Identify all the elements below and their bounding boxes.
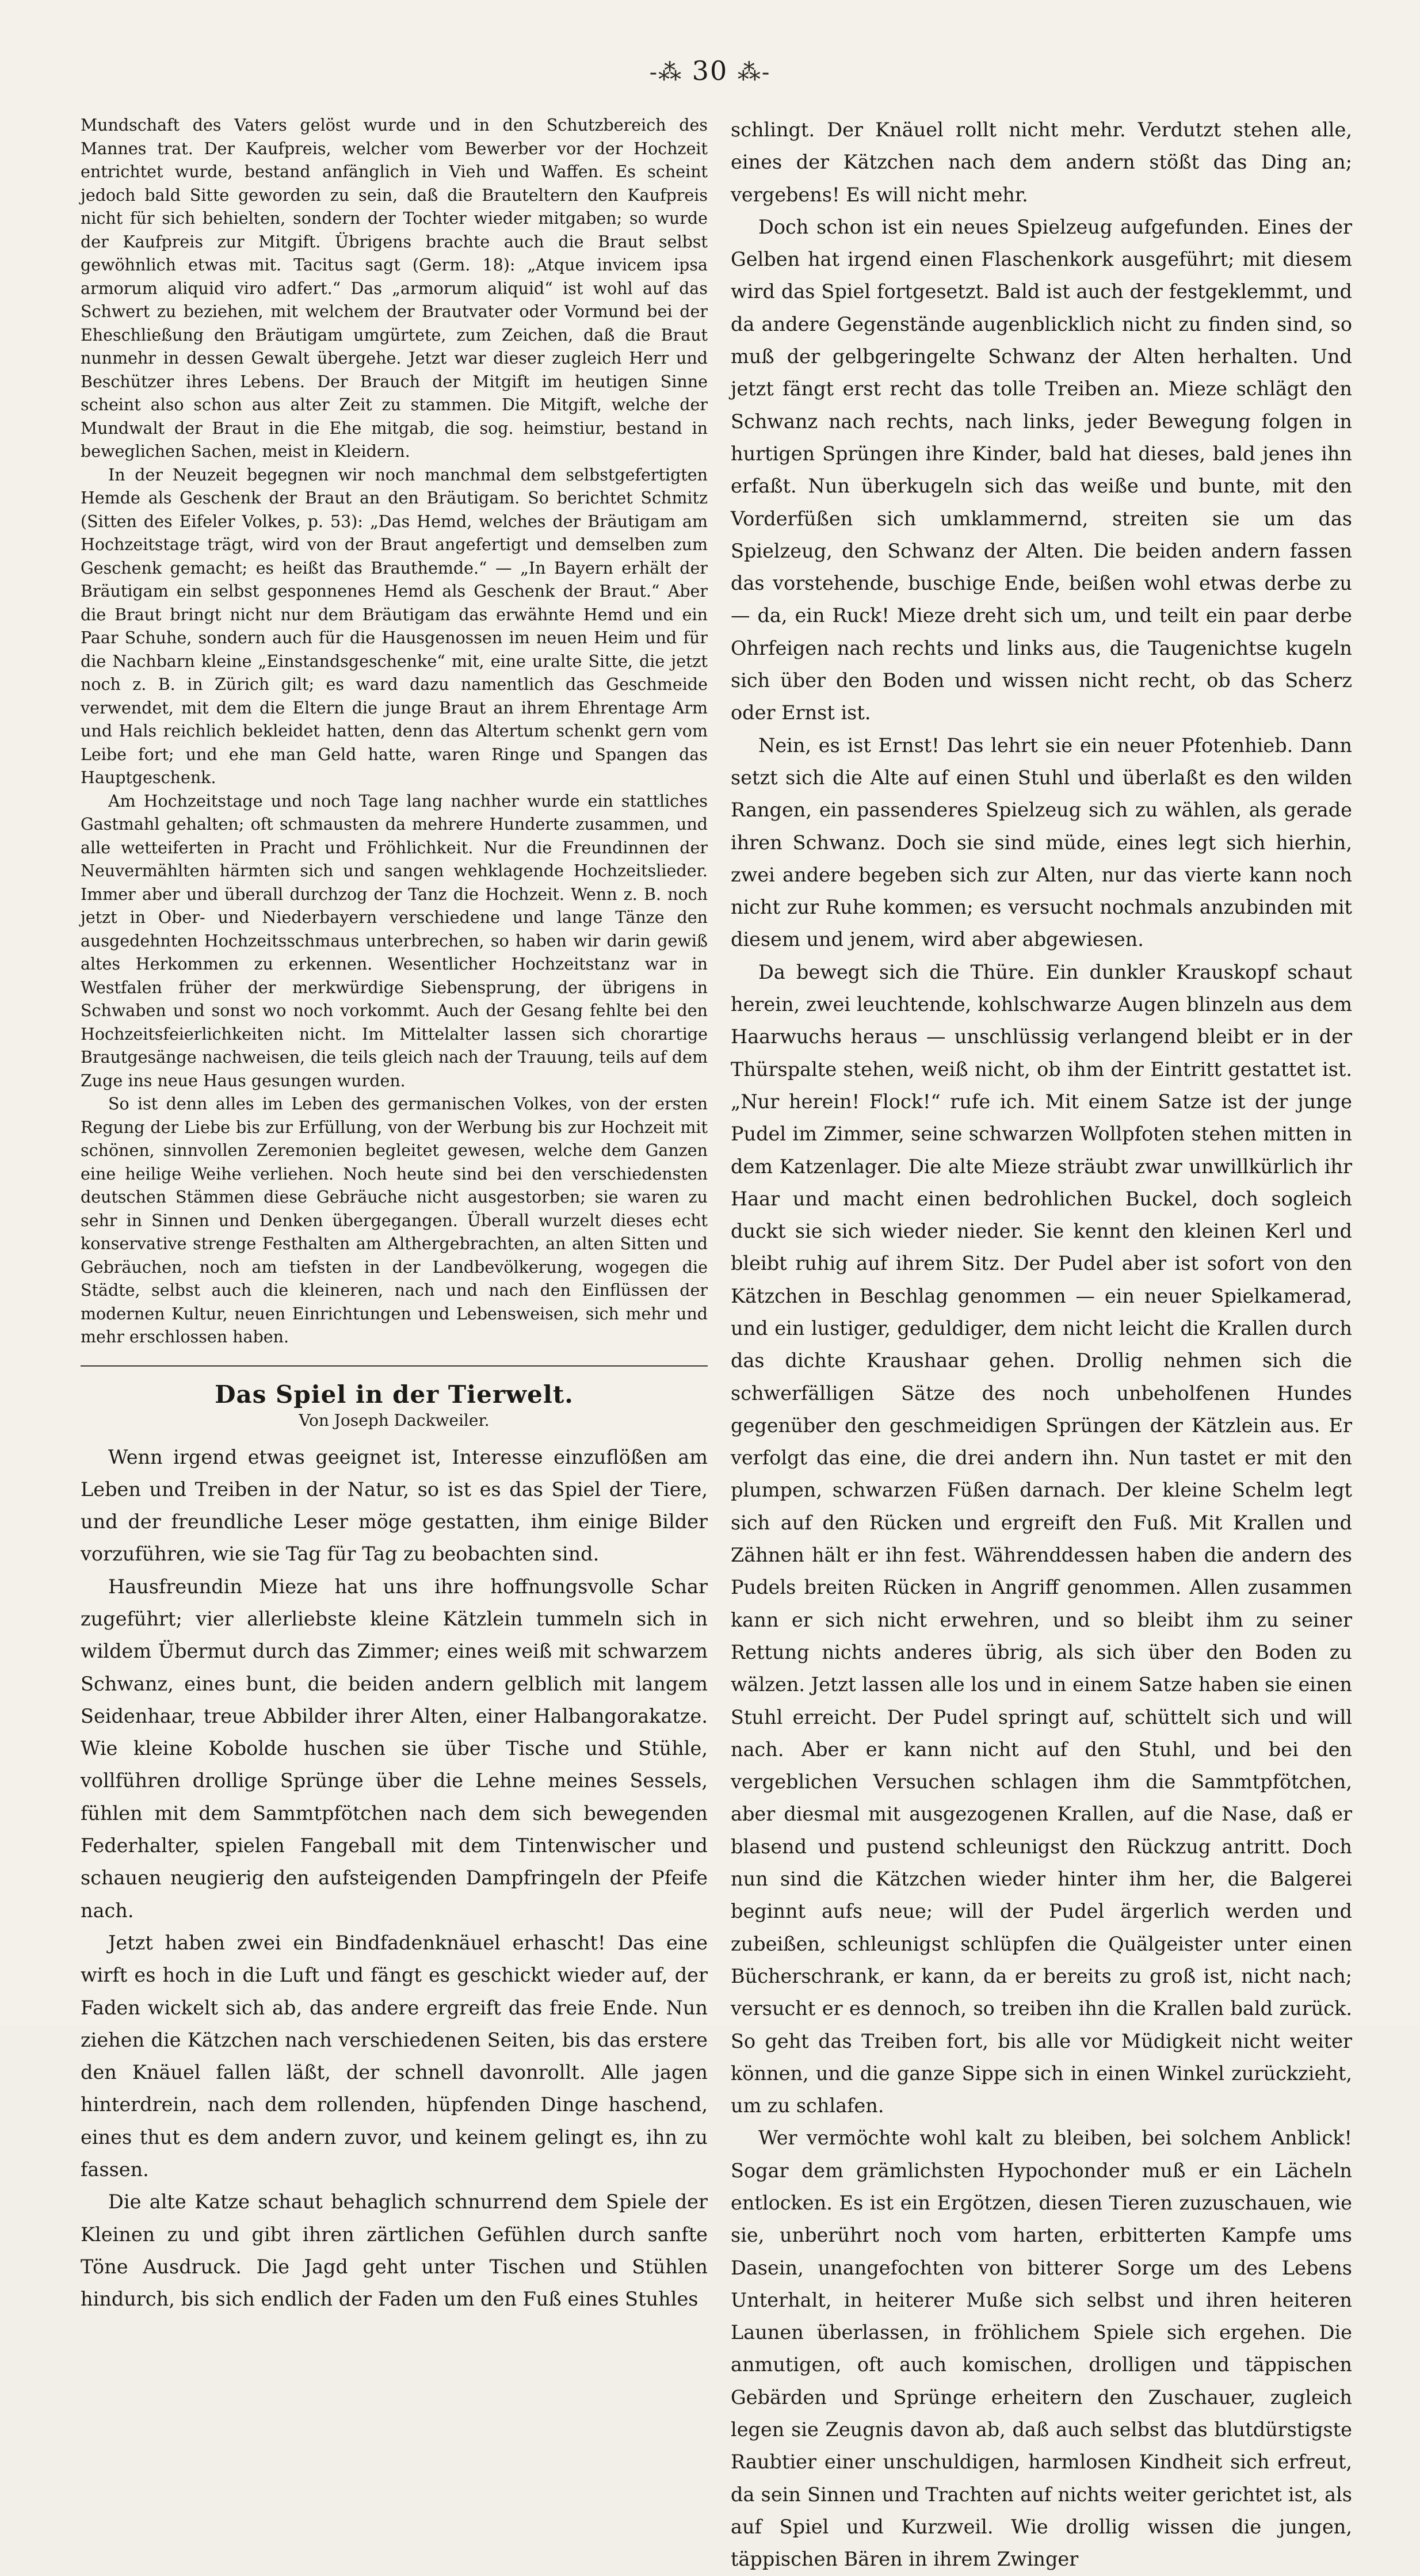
section-divider: [81, 1365, 708, 1367]
paragraph: Hausfreundin Mieze hat uns ihre hoffnungsvolle Schar zugeführt; vier allerliebste kleine Kätzlein tummeln sich in wildem Übermut durch das Zimmer; eines weiß mit schwarzem Schwanz, eines bunt, die beiden andern gelblich mit langem Seidenhaar, treue Abbilder ihrer Alten, einer Halbangorakatze. Wie kleine Kobolde huschen sie über Tische und Stühle, vollführen drollige Sprünge über die Lehne meines Sessels, fühlen mit dem Sammtpfötchen nach dem sich bewegenden Federhalter, spielen Fangeball mit dem Tintenwischer und schauen neugierig den aufsteigenden Dampfringeln der Pfeife nach.: [81, 1575, 708, 1922]
paragraph: So ist denn alles im Leben des germanischen Volkes, von der ersten Regung der Liebe bis zur Erfüllung, von der Werbung bis zur Hochzeit mit schönen, sinnvollen Zeremonien begleitet gewesen, welche dem Ganzen eine heilige Weihe verliehen. Noch heute sind bei den verschiedensten deutschen Stämmen diese Gebräuche nicht ausgestorben; sie waren zu sehr in Sinnen und Denken übergegangen. Überall wurzelt dieses echt konservative strenge Festhalten am Althergebrachten, an alten Sitten und Gebräuchen, noch am tiefsten in der Landbevölkerung, wogegen die Städte, selbst auch die kleineren, nach und nach den Einflüssen der modernen Kultur, neuen Einrichtungen und Lebensweisen, sich mehr und mehr erschlossen haben.: [81, 1094, 708, 1346]
ornament-left: -⁂: [649, 59, 683, 86]
paragraph: Die alte Katze schaut behaglich schnurrend dem Spiele der Kleinen zu und gibt ihren zärtlichen Gefühlen durch sanfte Töne Ausdruck. Die Jagd geht unter Tischen und Stühlen hindurch, bis sich endlich der Faden um den Fuß eines Stuhles: [81, 2190, 708, 2311]
page-header: [0, 55, 1420, 86]
paragraph: Wenn irgend etwas geeignet ist, Interesse einzuflößen am Leben und Treiben in der Natur, so ist es das Spiel der Tiere, und der freundliche Leser möge gestatten, ihm einige Bilder vorzuführen, wie sie Tag für Tag zu beobachten sind.: [81, 1445, 708, 1566]
paragraph: Mundschaft des Vaters gelöst wurde und in den Schutzbereich des Mannes trat. Der Kaufpreis, welcher vom Bewerber vor der Hochzeit entrichtet wurde, bestand anfänglich in Vieh und Waffen. Es scheint jedoch bald Sitte geworden zu sein, daß die Brauteltern den Kaufpreis nicht für sich behielten, sondern der Tochter wieder mitgaben; so wurde der Kaufpreis zur Mitgift. Übrigens brachte auch die Braut selbst gewöhnlich etwas mit. Tacitus sagt (Germ. 18): „Atque invicem ipsa armorum aliquid viro adfert.“ Das „armorum aliquid“ ist wohl auf das Schwert zu beziehen, mit welchem der Brautvater oder Vormund bei der Eheschließung den Bräutigam umgürtete, zum Zeichen, daß die Braut nunmehr in dessen Gewalt übergehe. Jetzt war dieser zugleich Herr und Beschützer ihres Lebens. Der Brauch der Mitgift im heutigen Sinne scheint also schon aus alter Zeit zu stammen. Die Mitgift, welche der Mundwalt der Braut in die Ehe mitgab, die sog. heimstiur, bestand in beweglichen Sachen, meist in Kleidern.: [81, 116, 708, 461]
paragraph: Da bewegt sich die Thüre. Ein dunkler Krauskopf schaut herein, zwei leuchtende, kohlschwarze Augen blinzeln aus dem Haarwuchs heraus — unschlüssig verlangend bleibt er in der Thürspalte stehen, weiß nicht, ob ihm der Eintritt gestattet ist. „Nur herein! Flock!“ rufe ich. Mit einem Satze ist der junge Pudel im Zimmer, seine schwarzen Wollpfoten stehen mitten in dem Katzenlager. Die alte Mieze sträubt zwar unwillkürlich ihr Haar und macht einen bedrohlichen Buckel, doch sogleich duckt sie sich wieder nieder. Sie kennt den kleinen Kerl und bleibt ruhig auf ihrem Sitz. Der Pudel aber ist sofort von den Kätzchen in Beschlag genommen — ein neuer Spielkamerad, und ein lustiger, geduldiger, dem nicht leicht die Krallen durch das dichte Kraushaar gehen. Drollig nehmen sich die schwerfälligen Sätze des noch unbeholfenen Hundes gegenüber den geschmeidigen Sprüngen der Kätzlein aus. Er verfolgt das eine, die drei andern ihn. Nun tastet er mit den plumpen, schwarzen Füßen darnach. Der kleine Schelm legt sich auf den Rücken und ergreift den Fuß. Mit Krallen und Zähnen hält er ihn fest. Währenddessen haben die andern des Pudels breiten Rücken in Angriff genommen. Allen zusammen kann er sich nicht erwehren, und so bleibt ihm zu seiner Rettung nichts anderes übrig, als sich über den Boden zu wälzen. Jetzt lassen alle los und in einem Satze haben sie einen Stuhl erreicht. Der Pudel springt auf, schüttelt sich und will nach. Aber er kann nicht auf den Stuhl, und bei den vergeblichen Versuchen schlagen ihm die Sammtpfötchen, aber diesmal mit ausgezogenen Krallen, auf die Nase, daß er blasend und pustend schleunigst den Rückzug antritt. Doch nun sind die Kätzchen wieder hinter ihm her, die Balgerei beginnt aufs neue; will der Pudel ärgerlich werden und zubeißen, schleunigst schlüpfen die Quälgeister unter einen Bücherschrank, er kann, da er bereits zu groß ist, nicht nach; versucht er es dennoch, so treiben ihn die Krallen bald zurück. So geht das Treiben fort, bis alle vor Müdigkeit nicht weiter können, und die ganze Sippe sich in einen Winkel zurückzieht, um zu schlafen.: [731, 960, 1352, 2117]
article-title: Das Spiel in der Tierwelt.: [215, 1380, 574, 1409]
paragraph: Nein, es ist Ernst! Das lehrt sie ein neuer Pfotenhieb. Dann setzt sich die Alte auf einen Stuhl und überlaßt es den wilden Rangen, ein passenderes Spielzeug sich zu wählen, als gerade ihren Schwanz. Doch sie sind müde, eines legt sich hierhin, zwei andere begeben sich zur Alten, nur das vierte kann noch nicht zur Ruhe kommen; es versucht nochmals anzubinden mit diesem und jenem, wird aber abgewiesen.: [731, 734, 1352, 951]
previous-article-continuation: [81, 114, 708, 1349]
article-author: Von Joseph Dackweiler.: [299, 1410, 490, 1430]
article: [81, 1380, 708, 2316]
left-column: [81, 114, 708, 2311]
paragraph: Wer vermöchte wohl kalt zu bleiben, bei solchem Anblick! Sogar dem grämlichsten Hypochonder muß er ein Lächeln entlocken. Es ist ein Ergötzen, diesen Tieren zuzuschauen, wie sie, unberührt noch vom harten, erbitterten Kampfe ums Dasein, unangefochten von bitterer Sorge um des Lebens Unterhalt, in heiterer Muße sich selbst und ihren heiteren Launen überlassen, in fröhlichem Spiele sich ergehen. Die anmutigen, oft auch komischen, drolligen und täppischen Gebärden und Sprünge erheitern den Zuschauer, zugleich legen sie Zeugnis davon ab, daß auch selbst das blutdürstigste Raubtier einer unschuldigen, harmlosen Kindheit sich erfreut, da sein Sinnen und Trachten auf nichts weiter gerichtet ist, als auf Spiel und Kurzweil. Wie drollig wissen die jungen, täppischen Bären in ihrem Zwinger: [731, 2127, 1352, 2571]
paragraph: Jetzt haben zwei ein Bindfadenknäuel erhascht! Das eine wirft es hoch in die Luft und fängt es geschickt wieder auf, der Faden wickelt sich ab, das andere ergreift das freie Ende. Nun ziehen die Kätzchen nach verschiedenen Seiten, bis das erstere den Knäuel fallen läßt, der schnell davonrollt. Alle jagen hinterdrein, nach dem rollenden, hüpfenden Dinge haschend, eines thut es dem andern zuvor, und keinem gelingt es, ihn zu fassen.: [81, 1931, 708, 2181]
paragraph: schlingt. Der Knäuel rollt nicht mehr. Verdutzt stehen alle, eines der Kätzchen nach dem andern stößt das Ding an; vergebens! Es will nicht mehr.: [731, 119, 1352, 206]
paragraph: Doch schon ist ein neues Spielzeug aufgefunden. Eines der Gelben hat irgend einen Flaschenkork ausgeführt; mit diesem wird das Spiel fortgesetzt. Bald ist auch der festgeklemmt, und da andere Gegenstände augenblicklich nicht zu finden sind, so muß der gelbgeringelte Schwanz der Alten herhalten. Und jetzt fängt erst recht das tolle Treiben an. Mieze schlägt den Schwanz nach rechts, nach links, jeder Bewegung folgen in hurtigen Sprüngen ihre Kinder, bald hat dieses, bald jenes ihn erfaßt. Nun überkugeln sich das weiße und bunte, mit den Vorderfüßen sich umklammernd, streiten sie um das Spielzeug, den Schwanz der Alten. Die beiden andern fassen das vorstehende, buschige Ende, beißen wohl etwas derbe zu — da, ein Ruck! Mieze dreht sich um, und teilt ein paar derbe Ohrfeigen nach rechts und links aus, die Taugenichtse kugeln sich über den Boden und wissen nicht recht, ob das Scherz oder Ernst ist.: [731, 215, 1352, 724]
paragraph: In der Neuzeit begegnen wir noch manchmal dem selbstgefertigten Hemde als Geschenk der Braut an den Bräutigam. So berichtet Schmitz (Sitten des Eifeler Volkes, p. 53): „Das Hemd, welches der Bräutigam am Hochzeitstage trägt, wird von der Braut angefertigt und demselben zum Geschenk gemacht; es heißt das Brauthemde.“ — „In Bayern erhält der Bräutigam ein selbst gesponnenes Hemd als Geschenk der Braut.“ Aber die Braut bringt nicht nur dem Bräutigam das erwähnte Hemd und ein Paar Schuhe, sondern auch für die Hausgenossen im neuen Heim und für die Nachbarn kleine „Einstandsgeschenke“ mit, eine uralte Sitte, die jetzt noch z. B. in Zürich gilt; es ward dazu namentlich das Geschmeide verwendet, mit dem die Eltern die junge Braut an ihrem Ehrentage Arm und Hals reichlich bekleidet hatten, denn das Altertum schenkt gern vom Leibe fort; und ehe man Geld hatte, waren Ringe und Spangen das Hauptgeschenk.: [81, 465, 708, 787]
right-column: [731, 114, 1352, 2571]
paragraph: Am Hochzeitstage und noch Tage lang nachher wurde ein stattliches Gastmahl gehalten; oft schmausten da mehrere Hunderte zusammen, und alle wetteiferten in Pracht und Fröhlichkeit. Nur die Freundinnen der Neuvermählten härmten sich und sangen wehklagende Hochzeitslieder. Immer aber und überall durchzog der Tanz die Hochzeit. Wenn z. B. noch jetzt in Ober- und Niederbayern verschiedene und lange Tänze den ausgedehnten Hochzeitsschmaus unterbrechen, so haben wir darin gewiß altes Herkommen zu erkennen. Wesentlicher Hochzeitstanz war in Westfalen früher der merkwürdige Siebensprung, der übrigens in Schwaben und sonst wo noch vorkommt. Auch der Gesang fehlte bei den Hochzeitsfeierlichkeiten nicht. Im Mittelalter lassen sich chorartige Brautgesänge nachweisen, die teils gleich nach der Trauung, teils auf dem Zuge ins neue Haus gesungen wurden.: [81, 791, 708, 1090]
page-number: 30: [692, 55, 728, 86]
ornament-right: ⁂-: [737, 59, 771, 86]
